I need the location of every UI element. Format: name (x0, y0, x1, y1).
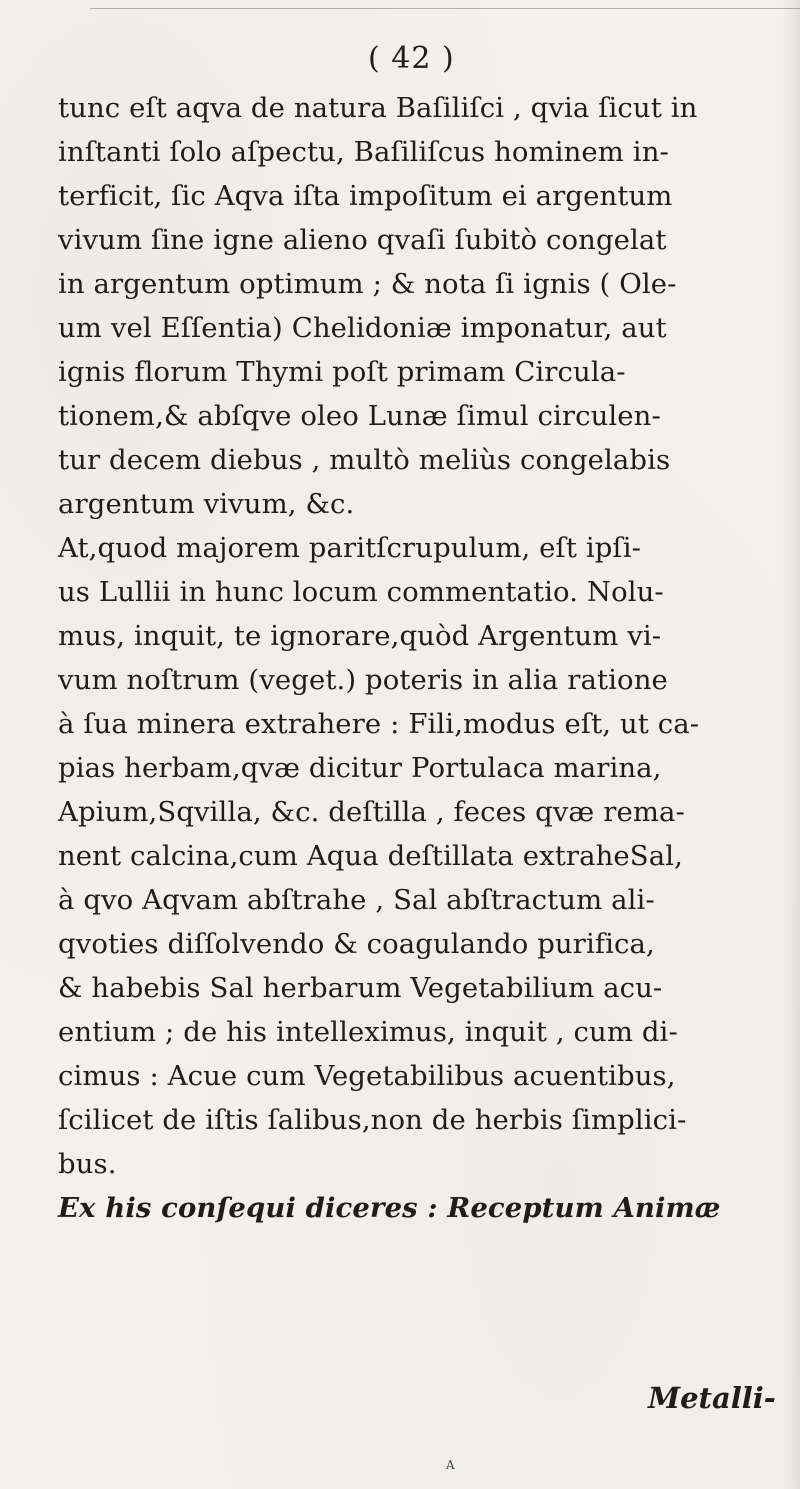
page-edge-shadow (782, 0, 800, 1489)
text-line: bus. (58, 1148, 117, 1180)
text-line: um vel Eſſentia) Chelidoniæ imponatur, aut (58, 312, 667, 344)
text-line: vivum ſine igne alieno qvaſi ſubitò congelat (58, 224, 667, 256)
text-line: Ex his conſequi diceres : Receptum Animæ (58, 1192, 721, 1224)
text-line: tionem,& abſqve oleo Lunæ ſimul circulen- (58, 400, 661, 432)
text-line: mus, inquit, te ignorare,quòd Argentum vi- (58, 620, 662, 652)
text-line: argentum vivum, &c. (58, 488, 355, 520)
text-line: cimus : Acue cum Vegetabilibus acuentibus, (58, 1060, 676, 1092)
catchword: Metalli- (648, 1381, 776, 1415)
page-body-text (58, 86, 778, 1230)
text-line: entium ; de his intelleximus, inquit , cum di- (58, 1016, 678, 1048)
text-line: à ſua minera extrahere : Fili,modus eſt, ut ca- (58, 708, 700, 740)
text-line: Apium,Sqvilla, &c. deſtilla , feces qvæ rema- (58, 796, 685, 828)
signature-mark: A (446, 1458, 455, 1472)
text-line: ſcilicet de iſtis ſalibus,non de herbis ſimplici- (58, 1104, 687, 1136)
text-line: nent calcina,cum Aqua deſtillata extraheSal, (58, 840, 683, 872)
page-number: ( 42 ) (368, 41, 455, 76)
text-line: vum noſtrum (veget.) poteris in alia ratione (58, 664, 668, 696)
text-line: qvoties diſſolvendo & coagulando purifica, (58, 928, 655, 960)
text-line: tur decem diebus , multò meliùs congelabis (58, 444, 671, 476)
text-line: in argentum optimum ; & nota ſi ignis ( Ole- (58, 268, 677, 300)
page-top-rule (90, 8, 800, 9)
text-line: pias herbam,qvæ dicitur Portulaca marina, (58, 752, 662, 784)
text-line: à qvo Aqvam abſtrahe , Sal abſtractum ali- (58, 884, 655, 916)
text-line: ignis florum Thymi poſt primam Circula- (58, 356, 626, 388)
text-line: us Lullii in hunc locum commentatio. Nolu- (58, 576, 664, 608)
text-line: & habebis Sal herbarum Vegetabilium acu- (58, 972, 663, 1004)
text-line: tunc eſt aqva de natura Baſiliſci , qvia ſicut in (58, 92, 698, 124)
text-line: inſtanti ſolo aſpectu, Baſiliſcus hominem in- (58, 136, 669, 168)
text-line: terficit, ſic Aqva iſta impoſitum ei argentum (58, 180, 673, 212)
text-line: At,quod majorem paritſcrupulum, eſt ipſi- (58, 532, 641, 564)
